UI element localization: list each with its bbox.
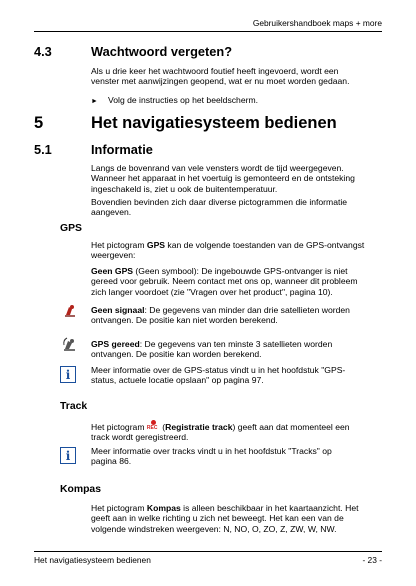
gps-no-signal-icon <box>63 303 77 317</box>
kompas-paragraph: Het pictogram Kompas is alleen beschikbaar in het kaartaanzicht. Het geeft aan in welke richting u zich net beweegt. Het kan een van de volgende windstreken weergeven: N, NO, O, ZO, Z, ZW, W, NW. <box>91 503 359 534</box>
instruction-bullet: ► Volg de instructies op het beeldscherm. <box>91 95 259 105</box>
gps-intro: Het pictogram GPS kan de volgende toestanden van de GPS-ontvangst weergeven: <box>91 240 365 261</box>
gps-info-note: Meer informatie over de GPS-status vindt u in het hoofdstuk "GPS- status, actuele locatie opslaan" op pagina 97. <box>91 365 346 386</box>
page-number: - 23 - <box>362 555 382 565</box>
track-info-note: Meer informatie over tracks vindt u in het hoofdstuk "Tracks" op pagina 86. <box>91 446 332 467</box>
track-paragraph: Het pictogram REC (Registratie track) geeft aan dat momenteel een track wordt geregistreerd. <box>91 422 350 443</box>
section-title-4-3: Wachtwoord vergeten? <box>91 44 233 59</box>
track-heading: Track <box>60 401 88 412</box>
paragraph-5-1-b: Bovendien bevinden zich daar diverse pictogrammen die informatie aangeven. <box>91 197 348 218</box>
bullet-arrow-icon: ► <box>91 98 98 105</box>
header-rule <box>34 31 382 32</box>
paragraph-5-1-a: Langs de bovenrand van vele vensters wordt de tijd weergegeven. Wanneer het apparaat in het voertuig is gemonteerd en de ontsteking ingeschakeld is, ziet u ook de buitentemperatuur. <box>91 163 355 194</box>
running-header: Gebruikershandboek maps + more <box>252 18 382 28</box>
chapter-number-5: 5 <box>34 114 44 132</box>
gps-heading: GPS <box>60 223 82 234</box>
info-icon: i <box>60 366 76 383</box>
kompas-heading: Kompas <box>60 484 101 495</box>
gps-gereed: GPS gereed: De gegevens van ten minste 3 satellieten worden ontvangen. De positie kan worden berekend. <box>91 339 333 360</box>
gps-geen-signaal: Geen signaal: De gegevens van minder dan drie satellieten worden ontvangen. De positie kan niet worden berekend. <box>91 305 350 326</box>
rec-track-icon: REC <box>147 420 160 432</box>
running-footer-title: Het navigatiesysteem bedienen <box>34 555 151 565</box>
section-number-4-3: 4.3 <box>34 44 52 59</box>
info-icon: i <box>60 447 76 464</box>
gps-geen-gps: Geen GPS (Geen symbool): De ingebouwde GPS-ontvanger is niet gereed voor gebruik. Neem contact met ons op, wanneer dit probleem zich langer voordoet (zie "Vragen over het product", pagina 10). <box>91 266 358 297</box>
footer-rule <box>34 551 382 552</box>
section-number-5-1: 5.1 <box>34 142 52 157</box>
chapter-title-5: Het navigatiesysteem bedienen <box>91 114 337 132</box>
section-title-5-1: Informatie <box>91 142 153 157</box>
gps-ready-icon <box>62 336 77 351</box>
paragraph-4-3: Als u drie keer het wachtwoord foutief heeft ingevoerd, wordt een venster met aanwijzingen geopend, wat er nu moet worden gedaan. <box>91 66 350 87</box>
